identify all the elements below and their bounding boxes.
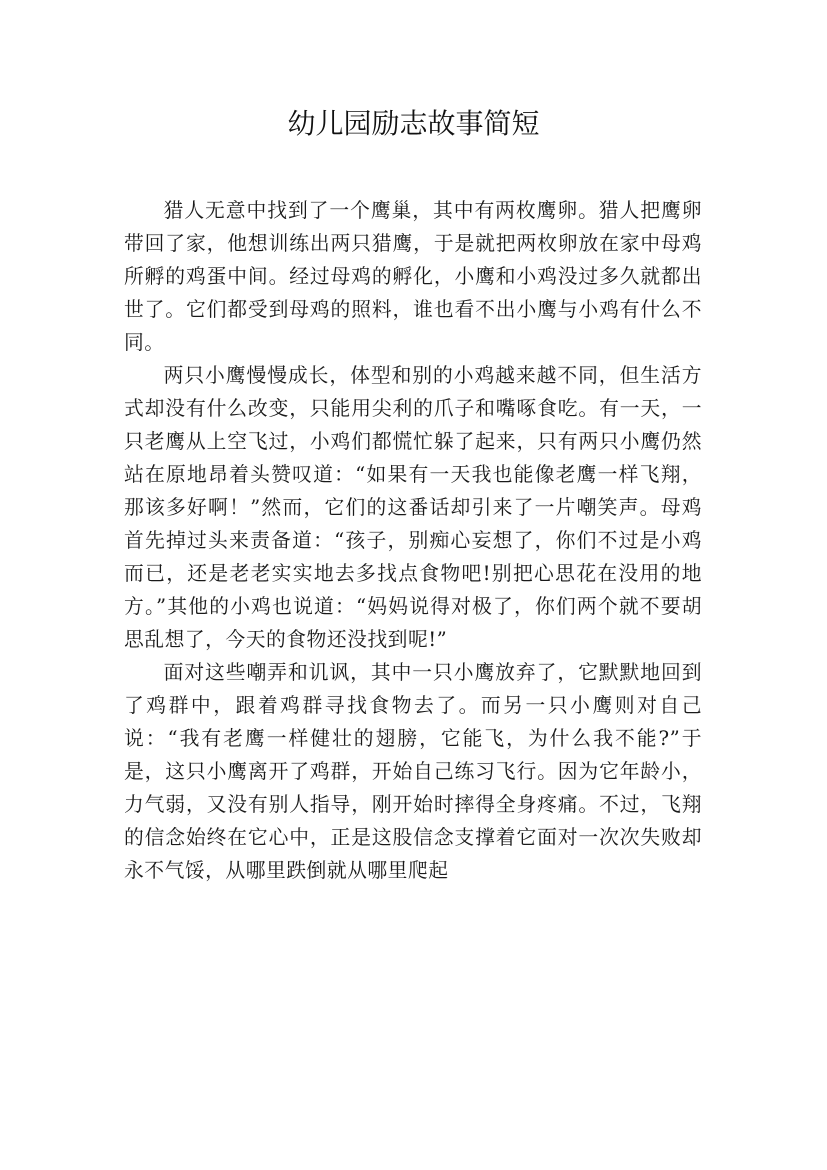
paragraph-1: 猎人无意中找到了一个鹰巢，其中有两枚鹰卵。猎人把鹰卵带回了家，他想训练出两只猎鹰，于是就把两枚卵放在家中母鸡所孵的鸡蛋中间。经过母鸡的孵化，小鹰和小鸡没过多久就都出世了。它们都受到母鸡的照料，谁也看不出小鹰与小鸡有什么不同。 <box>124 199 702 354</box>
paragraph-3: 面对这些嘲弄和讥讽，其中一只小鹰放弃了，它默默地回到了鸡群中，跟着鸡群寻找食物去了。而另一只小鹰则对自己说：“我有老鹰一样健壮的翅膀，它能飞，为什么我不能?”于是，这只小鹰离开了鸡群，开始自己练习飞行。因为它年龄小，力气弱，又没有别人指导，刚开始时摔得全身疼痛。不过，飞翔的信念始终在它心中，正是这股信念支撑着它面对一次次失败却永不气馁，从哪里跌倒就从哪里爬起 <box>124 661 702 882</box>
document-title: 幼儿园励志故事简短 <box>287 107 540 140</box>
document-body <box>124 194 702 887</box>
paragraph-2: 两只小鹰慢慢成长，体型和别的小鸡越来越不同，但生活方式却没有什么改变，只能用尖利的爪子和嘴啄食吃。有一天，一只老鹰从上空飞过，小鸡们都慌忙躲了起来，只有两只小鹰仍然站在原地昂着头赞叹道：“如果有一天我也能像老鹰一样飞翔，那该多好啊！”然而，它们的这番话却引来了一片嘲笑声。母鸡首先掉过头来责备道：“孩子，别痴心妄想了，你们不过是小鸡而已，还是老老实实地去多找点食物吧!别把心思花在没用的地方。”其他的小鸡也说道：“妈妈说得对极了，你们两个就不要胡思乱想了，今天的食物还没找到呢!” <box>124 364 702 651</box>
